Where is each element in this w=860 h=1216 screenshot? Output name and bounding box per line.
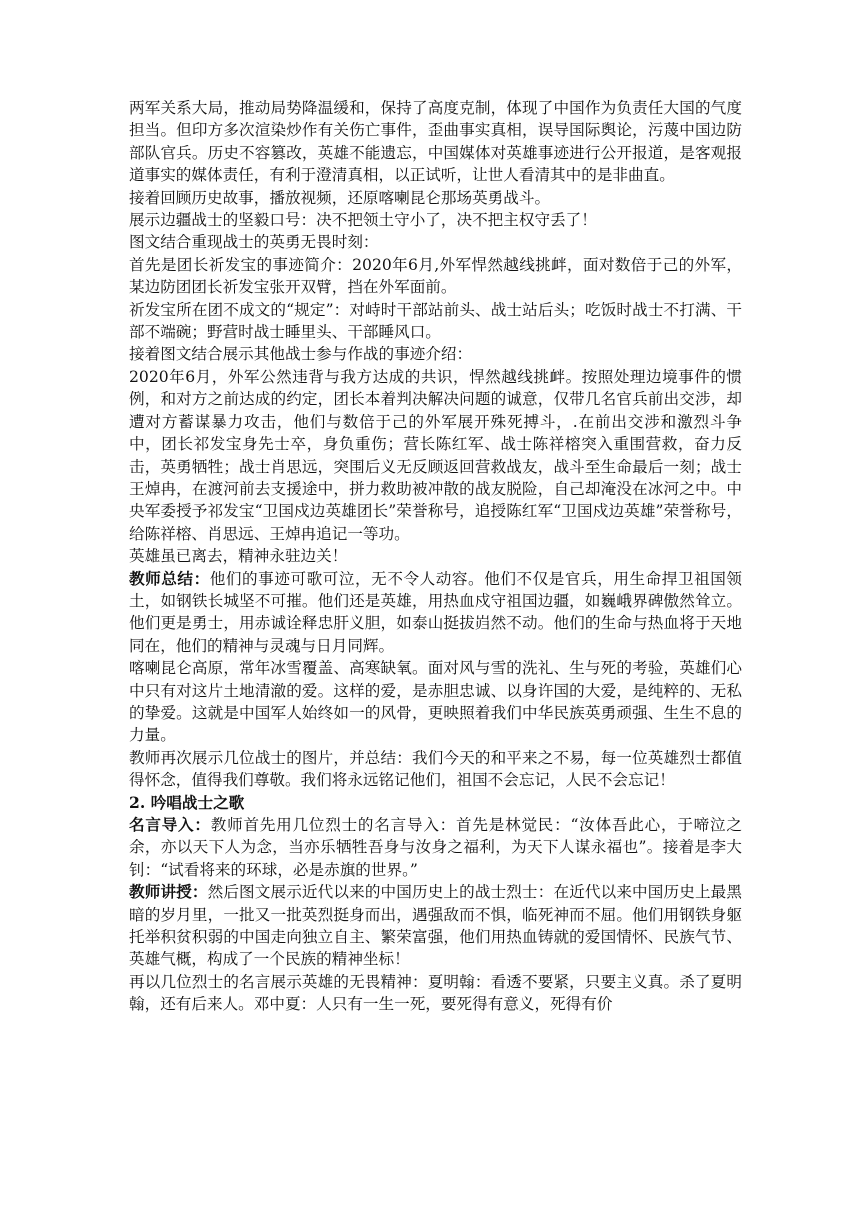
paragraph-context: 两军关系大局，推动局势降温缓和，保持了高度克制，体现了中国作为负责任大国的气度担当。但印方多次渲染炒作有关伤亡事件，歪曲事实真相，误导国际舆论，污蔑中国边防部队官兵。历史不容篡改，英雄不能遗忘，中国媒体对英雄事迹进行公开报道，是客观报道事实的媒体责任，有利于澄清真相，以正试听，让世人看清其中的是非曲直。: [129, 99, 742, 185]
paragraph-quote-intro: [129, 814, 742, 881]
section-heading: 2. 吟唱战士之歌: [129, 792, 245, 812]
paragraph-closing: 教师再次展示几位战士的图片，并总结：我们今天的和平来之不易，每一位英雄烈士都值得怀念，值得我们尊敬。我们将永远铭记他们，祖国不会忘记，人民不会忘记！: [129, 748, 742, 790]
teacher-lecture-label: 教师讲授：: [129, 882, 208, 902]
teacher-summary-text: 他们的事迹可歌可泣，无不令人动容。他们不仅是官兵，用生命捍卫祖国领土，如钢铁长城坚不可摧。他们还是英雄，用热血戍守祖国边疆，如巍峨界碑傲然耸立。他们更是勇士，用赤诚诠释忠肝义胆，如泰山挺拔岿然不动。他们的生命与热血将于天地同在，他们的精神与灵魂与日月同辉。: [129, 569, 742, 655]
paragraph-battle-account: 2020年6月，外军公然违背与我方达成的共识，悍然越线挑衅。按照处理边境事件的惯例，和对方之前达成的约定，团长本着判决解决问题的诚意，仅带几名官兵前出交涉，却遭对方蓄谋暴力攻击，他们与数倍于己的外军展开殊死搏斗，.在前出交涉和激烈斗争中，团长祁发宝身先士卒，身负重伤；营长陈红军、战士陈祥榕突入重围营救，奋力反击，英勇牺牲；战士肖思远，突围后义无反顾返回营救战友，战斗至生命最后一刻；战士王焯冉，在渡河前去支援途中，拼力救助被冲散的战友脱险，自己却淹没在冰河之中。中央军委授予祁发宝“卫国戍边英雄团长”荣誉称号，追授陈红军“卫国戍边英雄”荣誉称号，给陈祥榕、肖思远、王焯冉追记一等功。: [129, 367, 742, 543]
paragraph-intro-images: 图文结合重现战士的英勇无畏时刻：: [129, 233, 379, 252]
paragraph-martyr-quotes: 再以几位烈士的名言展示英雄的无畏精神：夏明翰：看透不要紧，只要主义真。杀了夏明翰，还有后来人。邓中夏：人只有一生一死，要死得有意义，死得有价: [129, 972, 742, 1014]
paragraph-video: 接着回顾历史故事，播放视频，还原喀喇昆仑那场英勇战斗。: [129, 188, 551, 207]
teacher-lecture-text: 然后图文展示近代以来的中国历史上的战士烈士：在近代以来中国历史上最黑暗的岁月里，一批又一批英烈挺身而出，遇强敌而不惧，临死神而不屈。他们用钢铁身躯托举积贫积弱的中国走向独立自主、繁荣富强，他们用热血铸就的爱国情怀、民族气节、英雄气概，构成了一个民族的精神坐标！: [129, 883, 742, 969]
paragraph-teacher-lecture: [129, 881, 742, 971]
paragraph-other-soldiers: 接着图文结合展示其他战士参与作战的事迹介绍：: [129, 345, 473, 364]
paragraph-spirit: 英雄虽已离去，精神永驻边关！: [129, 547, 348, 566]
quote-intro-label: 名言导入：: [129, 815, 211, 834]
document-page: [129, 97, 742, 1016]
teacher-summary-label: 教师总结：: [129, 568, 210, 588]
paragraph-rules: 祈发宝所在团不成文的“规定”：对峙时干部站前头、战士站后头；吃饭时战士不打满、干部不端碗；野营时战士睡里头、干部睡风口。: [129, 300, 742, 342]
paragraph-karakoram: 喀喇昆仑高原，常年冰雪覆盖、高寒缺氧。面对风与雪的洗礼、生与死的考验，英雄们心中只有对这片土地清澈的爱。这样的爱，是赤胆忠诚、以身许国的大爱，是纯粹的、无私的挚爱。这就是中国军人始终如一的风骨，更映照着我们中华民族英勇顽强、生生不息的力量。: [129, 659, 742, 745]
paragraph-commander: 首先是团长祈发宝的事迹简介：2020年6月,外军悍然越线挑衅，面对数倍于己的外军，某边防团团长祈发宝张开双臂，挡在外军面前。: [129, 255, 742, 297]
quote-intro-text: 教师首先用几位烈士的名言导入：首先是林觉民：“汝体吾此心，于啼泣之余，亦以天下人为念，当亦乐牺牲吾身与汝身之福利，为天下人谋永福也”。接着是李大钊：“试看将来的环球，必是赤旗的世界。”: [129, 816, 742, 879]
paragraph-slogan: 展示边疆战士的坚毅口号：决不把领土守小了，决不把主权守丢了！: [129, 211, 597, 230]
paragraph-teacher-summary: [129, 568, 742, 658]
